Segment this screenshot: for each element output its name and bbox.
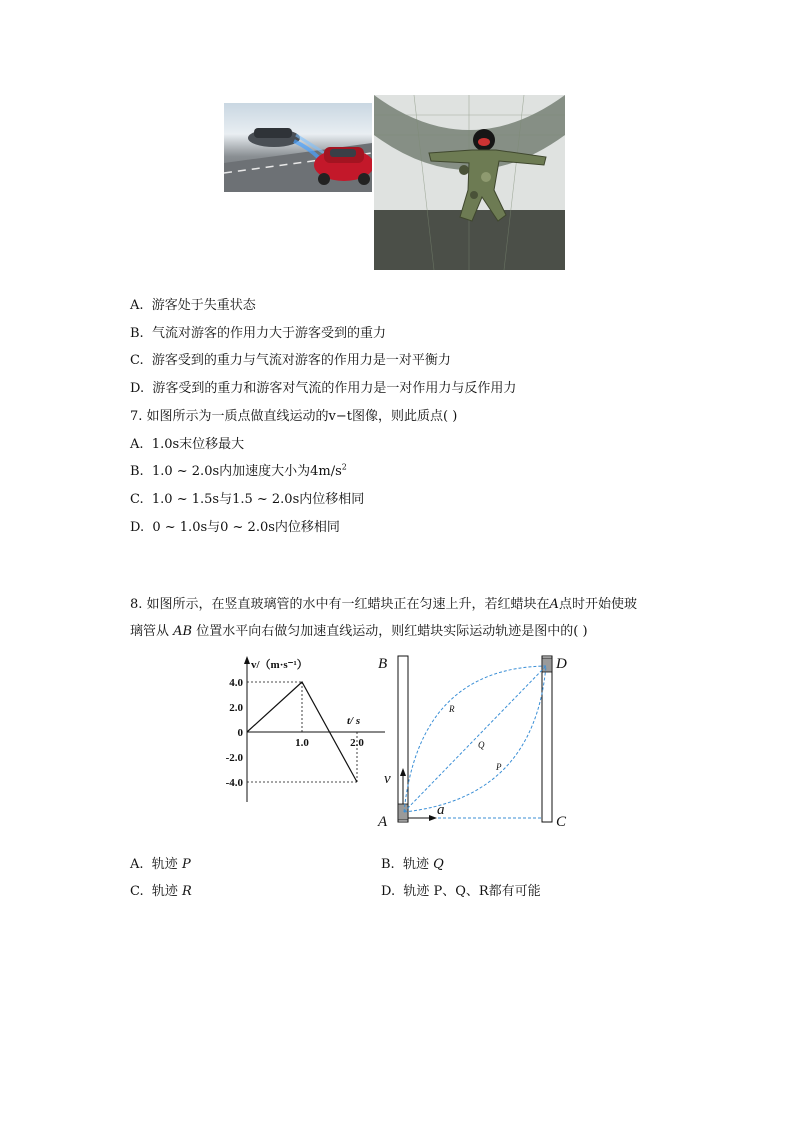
v-axis-label: v/（m·s⁻¹）: [251, 659, 308, 671]
q8-option-c: C. 轨迹 R: [130, 884, 192, 899]
q7-option-c: C. 1.0 ~ 1.5s与1.5 ~ 2.0s内位移相同: [130, 492, 365, 507]
label-d: D: [556, 656, 567, 672]
q6-option-b: B. 气流对游客的作用力大于游客受到的重力: [130, 326, 386, 341]
q7-option-b: B. 1.0 ~ 2.0s内加速度大小为$4m/s^2$: [130, 462, 347, 479]
label-v: v: [384, 771, 391, 787]
q8-option-d: D. 轨迹 P、Q、R都有可能: [381, 884, 541, 899]
wax-block-d: [542, 658, 552, 672]
skydiver-photo: [374, 95, 565, 270]
label-p: P: [496, 762, 502, 772]
q7-option-d: D. 0 ~ 1.0s与0 ~ 2.0s内位移相同: [130, 520, 340, 535]
velocity-arrowhead: [400, 768, 406, 776]
label-r: R: [449, 704, 455, 714]
q8-stem-line2: 璃管从 AB 位置水平向右做匀加速直线运动，则红蜡块实际运动轨迹是图中的( ): [130, 624, 588, 639]
v-tick-label: -4.0: [225, 777, 243, 789]
q8-stem-line1: 8. 如图所示，在竖直玻璃管的水中有一红蜡块正在匀速上升，若红蜡块在A点时开始使玻: [130, 597, 637, 612]
acceleration-arrowhead: [429, 815, 437, 821]
trajectory-q: [404, 666, 546, 812]
t-tick-label: 2.0: [350, 737, 364, 749]
v-tick-label: 4.0: [229, 677, 243, 689]
v-tick-label: -2.0: [225, 752, 243, 764]
t-tick-label: 1.0: [295, 737, 309, 749]
car-photo: [224, 103, 372, 192]
label-a: A: [378, 814, 388, 830]
v-axis-arrowhead: [244, 656, 250, 664]
q6-option-a: A. 游客处于失重状态: [130, 298, 256, 313]
q8-option-b: B. 轨迹 Q: [381, 857, 444, 872]
label-c: C: [556, 814, 567, 830]
right-tube: [542, 656, 552, 822]
vt-graph: [215, 652, 388, 822]
t-axis-label: t/ s: [347, 715, 361, 727]
q7-stem: 7. 如图所示为一质点做直线运动的v−t图像，则此质点( ): [130, 409, 458, 424]
v-tick-label: 2.0: [229, 702, 243, 714]
label-a-accel: a: [437, 802, 445, 818]
v-tick-label: 0: [237, 727, 243, 739]
label-q: Q: [478, 740, 485, 750]
q6-option-d: D. 游客受到的重力和游客对气流的作用力是一对作用力与反作用力: [130, 381, 517, 396]
q6-option-c: C. 游客受到的重力与气流对游客的作用力是一对平衡力: [130, 353, 451, 368]
q7-option-a: A. 1.0s末位移最大: [130, 437, 245, 452]
tube-diagram: [374, 648, 584, 830]
label-b: B: [378, 656, 388, 672]
q8-option-a: A. 轨迹 P: [130, 857, 191, 872]
